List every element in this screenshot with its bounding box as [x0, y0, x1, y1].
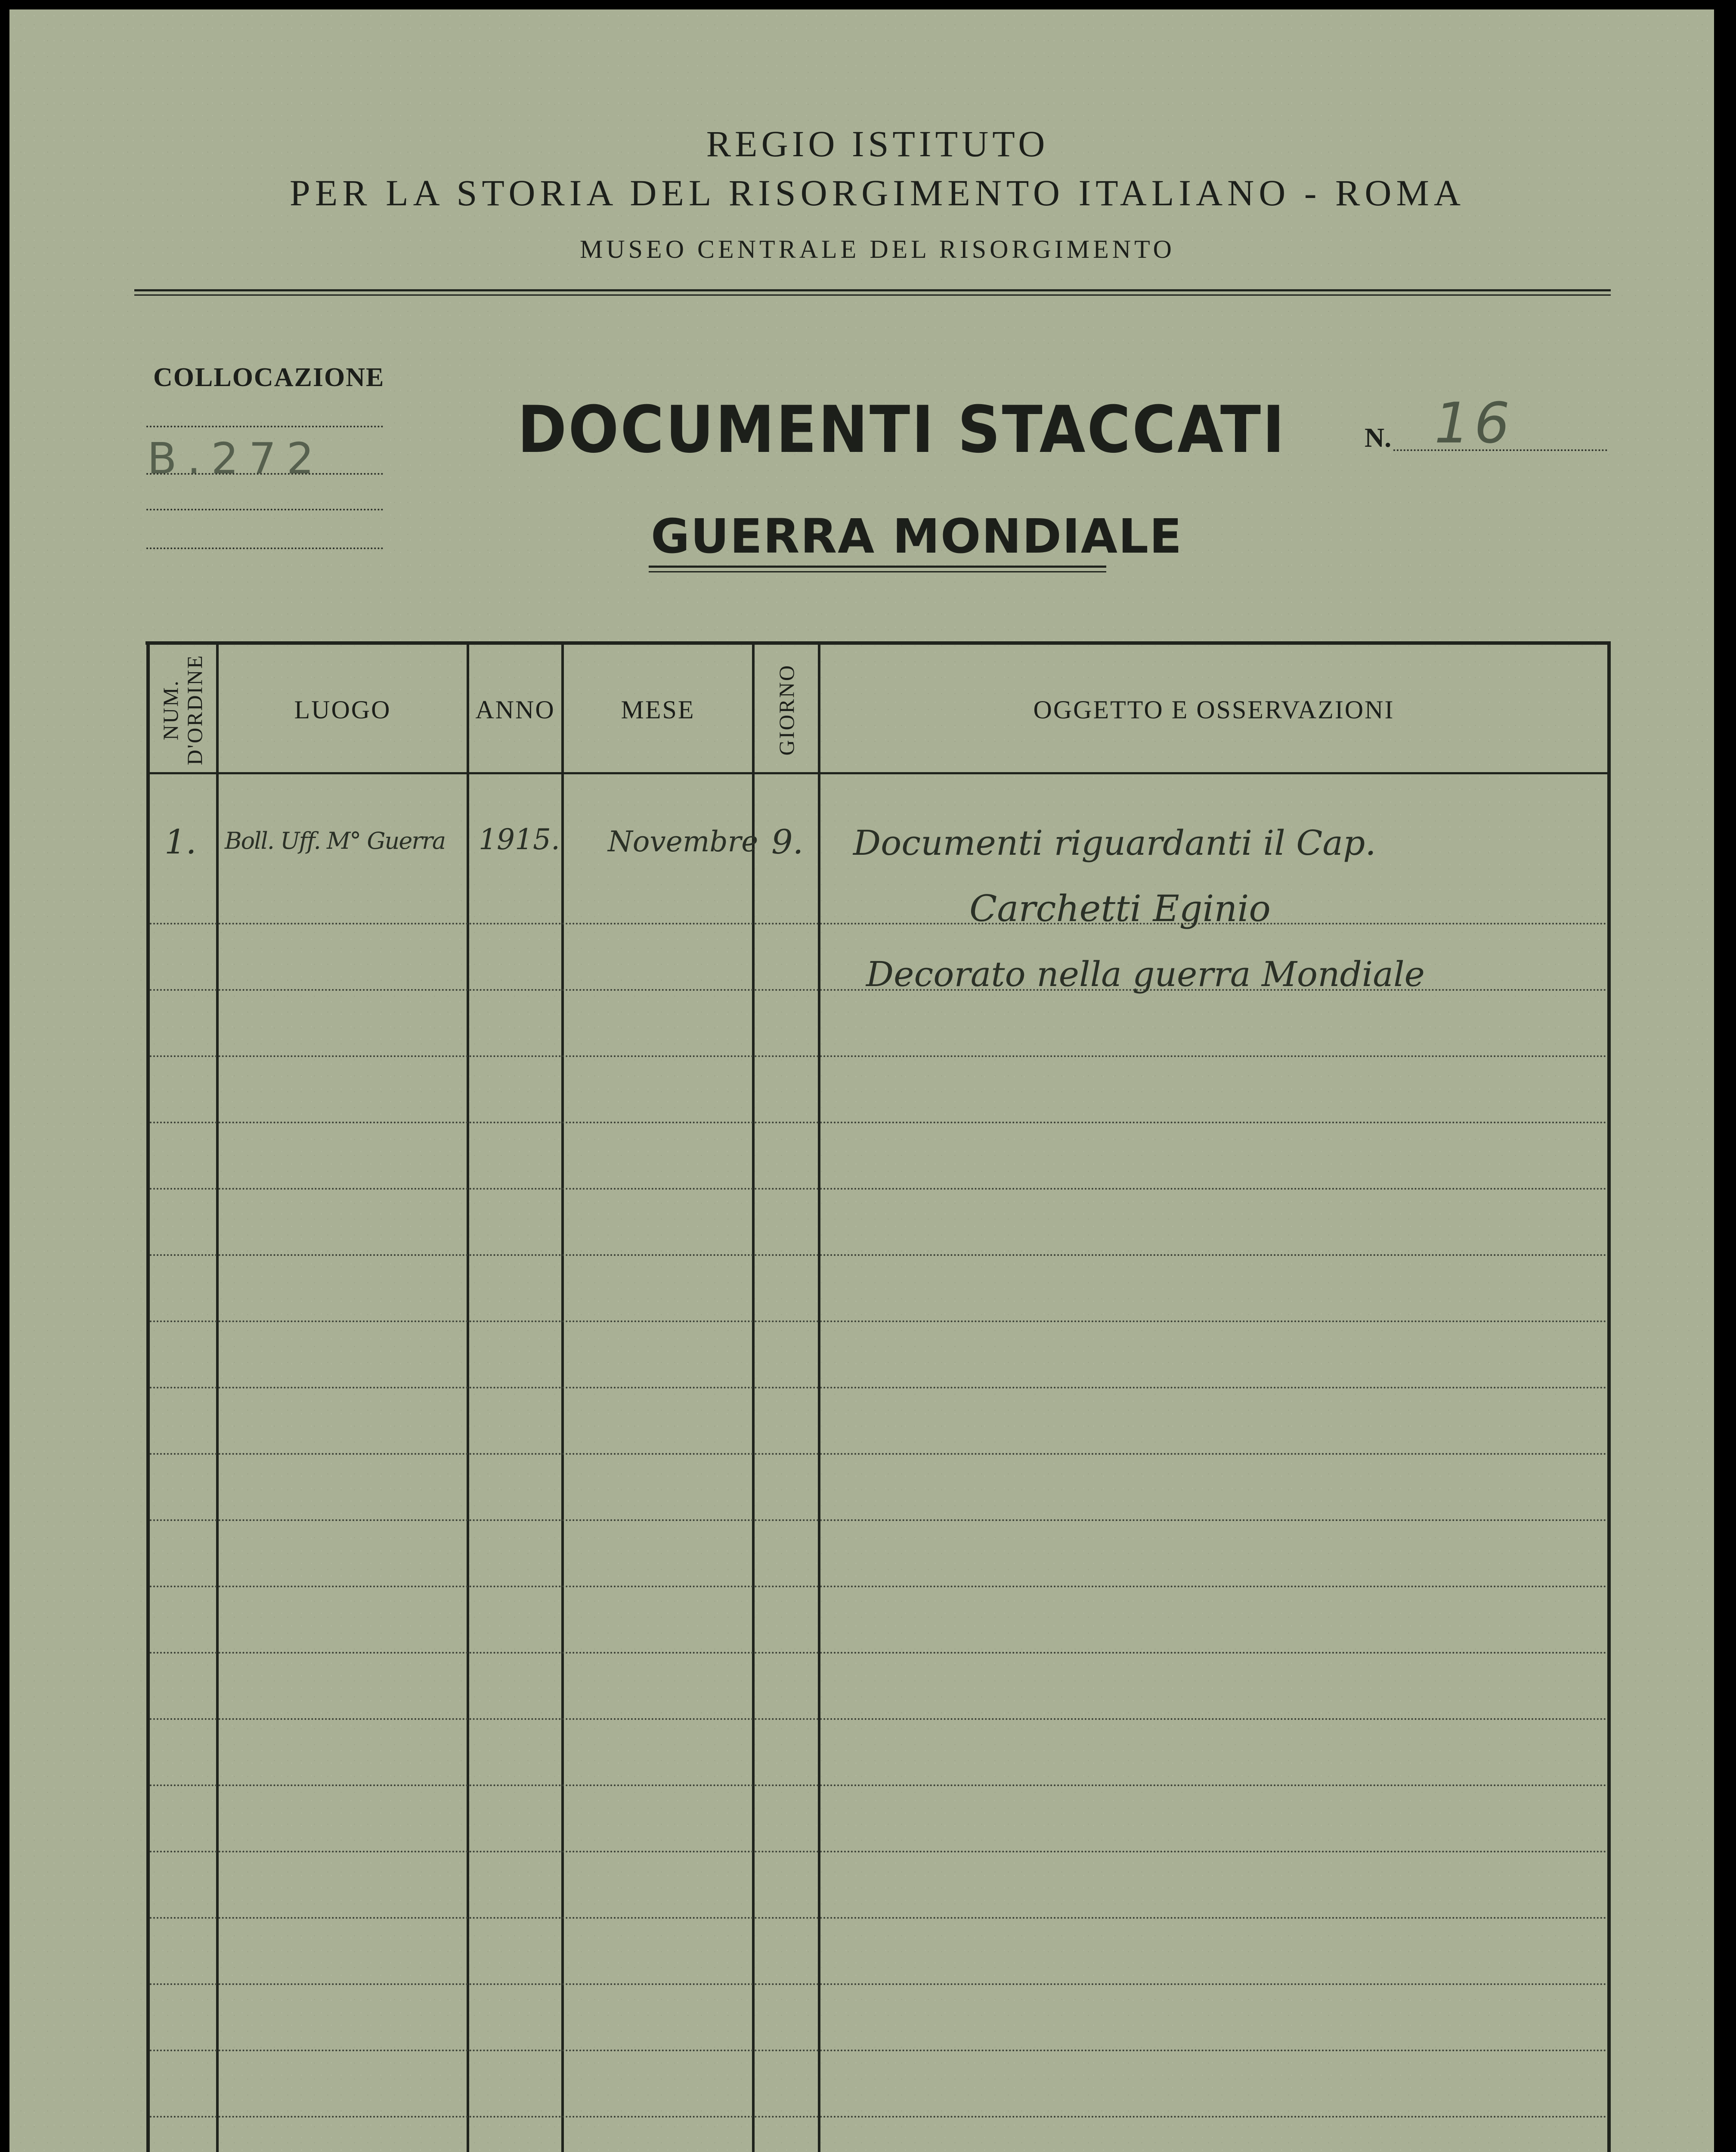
collocazione-value: B.272	[147, 433, 325, 484]
column-header-luogo: LUOGO	[294, 696, 391, 724]
subtitle-underline-1	[649, 566, 1106, 568]
entry-oggetto-line-3: Decorato nella guerra Mondiale	[866, 954, 1425, 994]
row-line	[150, 1851, 1607, 1852]
table-left-border	[146, 641, 150, 2152]
row-line	[150, 1652, 1607, 1654]
column-header-num-label: NUM. D'ORDINE	[158, 654, 207, 766]
column-divider-3	[561, 645, 564, 2152]
row-line	[150, 1122, 1607, 1123]
row-line	[150, 1519, 1607, 1521]
column-header-oggetto: OGGETTO E OSSERVAZIONI	[1033, 696, 1395, 724]
column-header-mese: MESE	[621, 696, 695, 724]
row-line	[150, 923, 1607, 924]
column-header-num	[150, 646, 216, 773]
row-line	[150, 1188, 1607, 1190]
document-sheet	[9, 9, 1714, 2152]
collocazione-label: COLLOCAZIONE	[153, 363, 385, 392]
column-divider-4	[752, 645, 755, 2152]
table-right-border	[1607, 641, 1611, 2152]
entry-luogo: Boll. Uff. M° Guerra	[225, 827, 446, 854]
row-line	[150, 1055, 1607, 1057]
row-line	[150, 1718, 1607, 1720]
column-divider-5	[818, 645, 820, 2152]
column-header-giorno-label: GIORNO	[774, 664, 798, 756]
header-rule-top	[134, 289, 1611, 291]
column-header-giorno	[755, 646, 818, 773]
institute-name: REGIO ISTITUTO	[706, 123, 1049, 164]
column-divider-2	[467, 645, 469, 2152]
museum-name: MUSEO CENTRALE DEL RISORGIMENTO	[580, 235, 1175, 263]
row-line	[150, 1320, 1607, 1322]
entry-oggetto-line-2: Carchetti Eginio	[969, 887, 1271, 930]
table-top-border	[145, 641, 1611, 645]
collocazione-line-1	[146, 426, 383, 427]
number-value: 16	[1434, 390, 1514, 456]
entry-oggetto-line-1: Documenti riguardanti il Cap.	[853, 823, 1376, 863]
row-line	[150, 2050, 1607, 2051]
column-header-anno: ANNO	[475, 696, 555, 724]
entry-giorno: 9.	[771, 823, 804, 862]
row-line	[150, 1983, 1607, 1985]
row-line	[150, 2116, 1607, 2118]
entry-mese: Novembre	[608, 825, 758, 858]
row-line	[150, 1586, 1607, 1587]
row-line	[150, 1784, 1607, 1786]
collocazione-line-3	[146, 509, 383, 510]
page-title: DOCUMENTI STACCATI	[517, 393, 1286, 467]
header-rule-bottom	[134, 294, 1611, 296]
institute-subtitle: PER LA STORIA DEL RISORGIMENTO ITALIANO - ROMA	[289, 172, 1466, 213]
number-label: N.	[1365, 422, 1392, 453]
row-line	[150, 1453, 1607, 1455]
entry-anno: 1915.	[479, 823, 560, 856]
row-line	[150, 1917, 1607, 1919]
number-line	[1393, 449, 1607, 451]
section-subtitle: GUERRA MONDIALE	[651, 509, 1183, 564]
collocazione-line-4	[146, 547, 383, 549]
subtitle-underline-2	[649, 571, 1106, 572]
row-line	[150, 1254, 1607, 1256]
column-divider-1	[216, 645, 219, 2152]
collocazione-line-2	[146, 473, 383, 475]
entry-num: 1.	[164, 823, 197, 862]
row-line	[150, 1387, 1607, 1388]
